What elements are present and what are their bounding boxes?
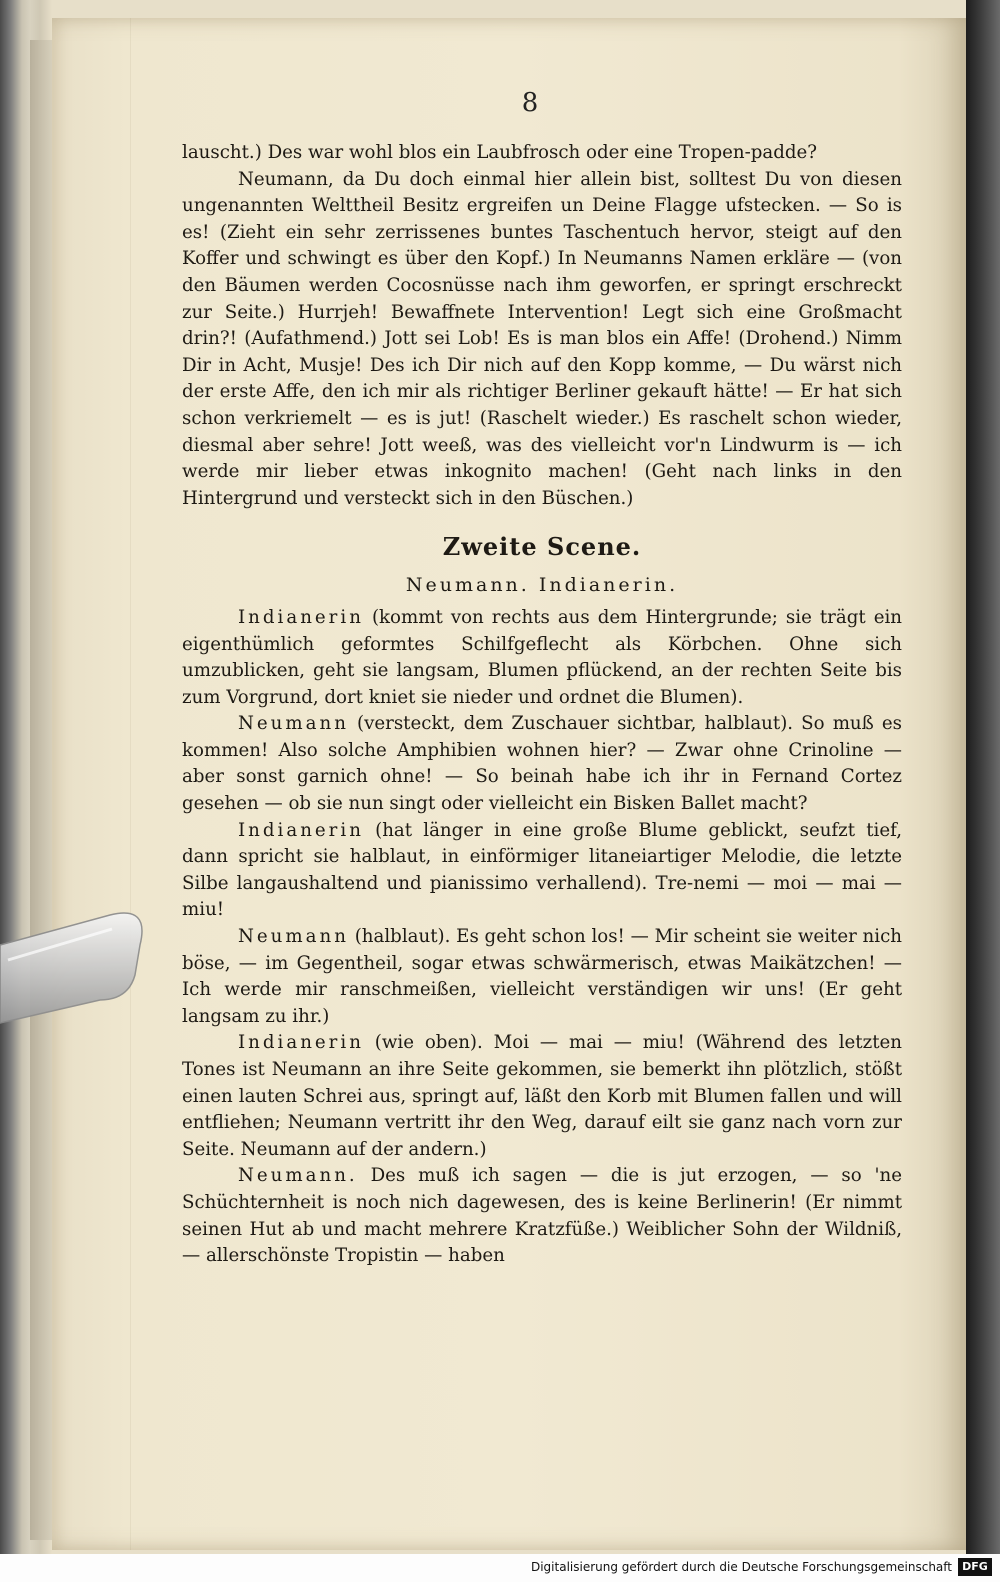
dialogue-text: (kommt von rechts aus dem Hintergrunde; sie trägt ein eigenthümlich geformtes Schilfgeflecht als Körbchen. Ohne sich umzublicken, geht sie langsam, Blumen pflückend, an der rechten Seite bis zum Vorgrund, dort kniet sie nieder und ordnet die Blumen). — [182, 606, 902, 708]
dialogue-line — [182, 1030, 902, 1163]
speaker-name: Indianerin — [238, 819, 364, 841]
speaker-name: Neumann. — [238, 1165, 358, 1187]
body-paragraph: Neumann, da Du doch einmal hier allein bist, solltest Du von diesen ungenannten Welttheil Besitz ergreifen un Deine Flagge ufstecken. — So is es! (Zieht ein sehr zerrissenes buntes Taschentuch hervor, steigt auf den Koffer und schwingt es über den Kopf.) In Neumanns Namen erkläre — (von den Bäumen werden Cocosnüsse nach ihm geworfen, er springt erschreckt zur Seite.) Hurrjeh! Bewaffnete Intervention! Legt sich eine Großmacht drin?! (Aufathmend.) Jott sei Lob! Es is man blos ein Affe! (Drohend.) Nimm Dir in Acht, Musje! Des ich Dir nich auf den Kopp komme, — Du wärst nich der erste Affe, den ich mir als richtiger Berliner gekauft hätte! — Er hat sich schon verkriemelt — es is jut! (Raschelt wieder.) Es raschelt schon wieder, diesmal aber sehre! Jott weeß, was des vielleicht vor'n Lindwurm is — ich werde mir lieber etwas inkognito machen! (Geht nach links in den Hintergrund und versteckt sich in den Büschen.) — [182, 168, 902, 509]
footer-bar — [0, 1554, 1000, 1582]
page-crease — [130, 18, 131, 1550]
dialogue-text: (halblaut). Es geht schon los! — Mir scheint sie weiter nich böse, — im Gegentheil, sogar etwas schwärmerisch, etwas Maikätzchen! — Ich werde mir ranschmeißen, vielleicht verständigen wir uns! (Er geht langsam zu ihr.) — [182, 926, 902, 1027]
dialogue-line — [182, 818, 902, 924]
speaker-name: Neumann — [238, 713, 349, 735]
dialogue-text: (wie oben). Moi — mai — miu! (Während des letzten Tones ist Neumann an ihre Seite gekommen, sie bemerkt ihn plötzlich, stößt einen lauten Schrei aus, springt auf, läßt den Korb mit Blumen fallen und will entfliehen; Neumann vertritt ihr den Weg, darauf eilt sie ganz nach vorn zur Seite. Neumann auf der andern.) — [182, 1032, 902, 1160]
speaker-name: Neumann — [238, 926, 349, 948]
scene-heading: Zweite Scene. — [442, 532, 642, 562]
dialogue-text: Des muß ich sagen — die is jut erzogen, — so 'ne Schüchternheit is noch nich dagewesen, des is keine Berlinerin! (Er nimmt seinen Hut ab und macht mehrere Kratzfüße.) Weiblicher Sohn der Wildniß, — allerschönste Tropistin — haben — [182, 1165, 902, 1267]
speaker-name: Indianerin — [238, 606, 364, 628]
dialogue-line — [182, 711, 902, 817]
dialogue-text: (hat länger in eine große Blume geblickt, seufzt tief, dann spricht sie halblaut, in einförmiger litaneiartiger Melodie, die letzte Silbe langaushaltend und pianissimo verhallend). Tre-nemi — moi — mai — miu! — [182, 819, 902, 921]
page-gutter-shadow — [966, 0, 1000, 1582]
body-paragraph: lauscht.) Des war wohl blos ein Laubfrosch oder eine Tropen-padde? — [182, 142, 818, 163]
dialogue-line — [182, 1163, 902, 1269]
page-body — [182, 140, 902, 1270]
dfg-logo: DFG — [958, 1558, 992, 1576]
dialogue-text: (versteckt, dem Zuschauer sichtbar, halblaut). So muß es kommen! Also solche Amphibien wohnen hier? — Zwar ohne Crinoline — aber sonst garnich ohne! — So beinah habe ich ihr in Fernand Cortez gesehen — ob sie nun singt oder vielleicht ein Bisken Ballet macht? — [182, 713, 902, 815]
page-number: 8 — [521, 88, 539, 118]
footer-credit: Digitalisierung gefördert durch die Deutsche Forschungsgemeinschaft — [530, 1560, 952, 1574]
dialogue-line — [182, 924, 902, 1030]
scene-characters: Neumann. Indianerin. — [405, 574, 679, 597]
book-cover-edge — [30, 40, 52, 1540]
speaker-name: Indianerin — [238, 1032, 364, 1054]
dialogue-line — [182, 605, 902, 711]
